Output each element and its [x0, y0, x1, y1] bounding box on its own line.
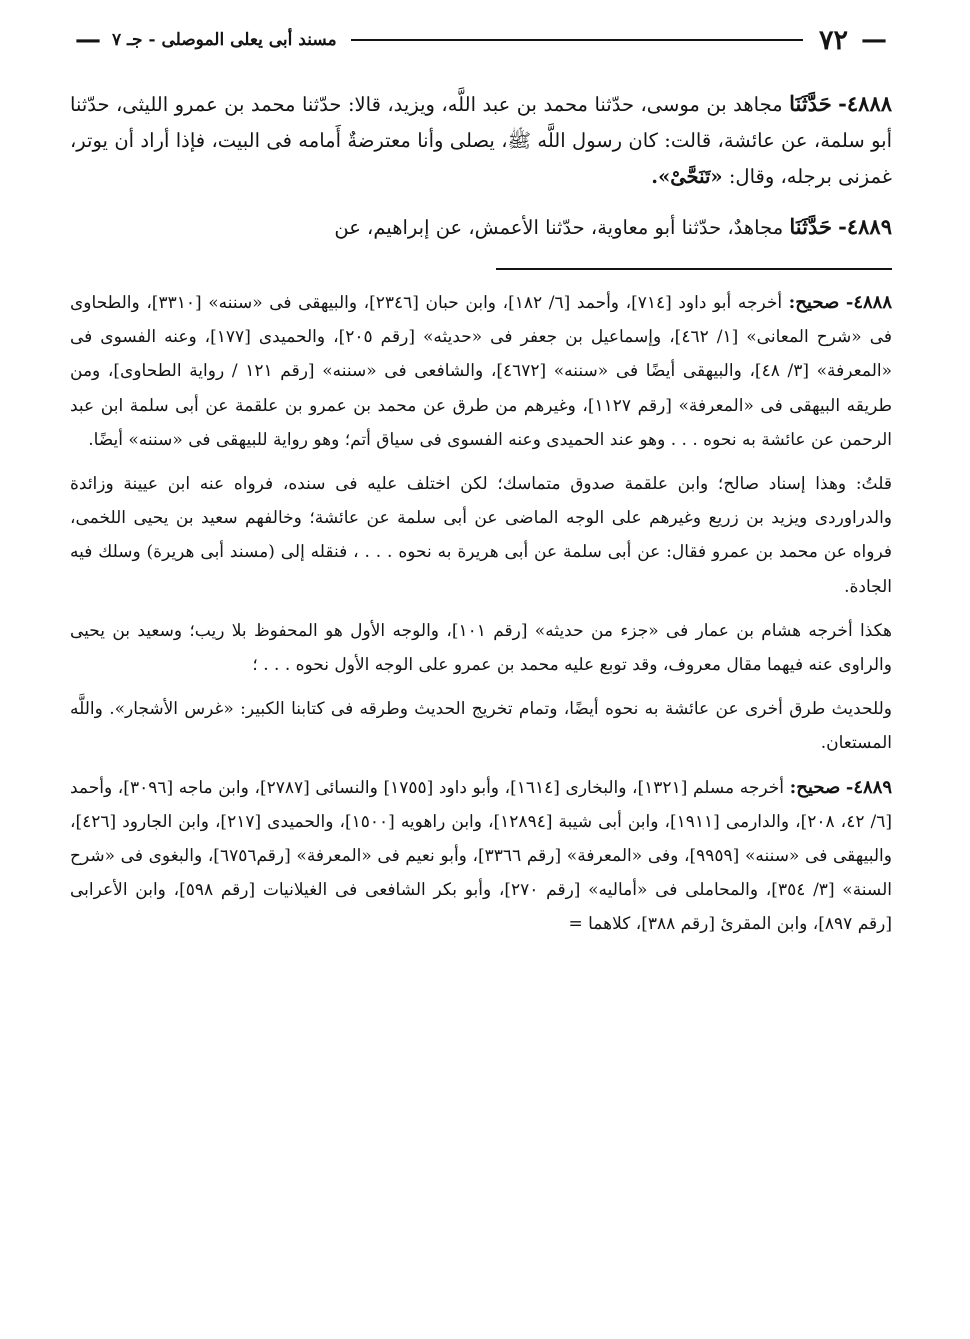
hadith-number: ٤٨٨٨-: [838, 91, 893, 116]
hadith-4888: [70, 86, 892, 195]
footnote-4888: [70, 286, 892, 457]
header-rule: [351, 39, 803, 41]
hadith-text: مجاهدٌ، حدّثنا أبو معاوية، حدّثنا الأعمش، عن إبراهيم، عن: [334, 216, 784, 239]
main-text: [70, 86, 892, 246]
header-dash-left: —: [75, 25, 101, 55]
hadith-keyword: حَدَّثَنَا: [789, 214, 832, 239]
footnote-text: أخرجه أبو داود [٧١٤]، وأحمد [٦/ ١٨٢]، وابن حبان [٢٣٤٦]، والبيهقى فى «سننه» [٣٣١٠]، والطحاوى فى «شرح المعانى» [١/ ٤٦٢]، وإسماعيل بن جعفر فى «حديثه» [رقم ٢٠٥]، والحميدى [١٧٧]، وعنه الفسوى فى «المعرفة» [٣/ ٤٨]، والبيهقى أيضًا فى «سننه» [٤٦٧٢]، والشافعى فى «سننه» [رقم ١٢١ / رواية الطحاوى]، ومن طريقه البيهقى فى «المعرفة» [رقم ١١٢٧]، وغيرهم من طرق عن محمد بن عمرو بن علقمة عن أبى سلمة ابن عبد الرحمن عن عائشة به نحوه . . . وهو عند الحميدى وعنه الفسوى فى سياق أتم؛ وهو رواية للبيهقى فى «سننه» أيضًا.: [70, 293, 892, 450]
footnote-text: أخرجه مسلم [١٣٢١]، والبخارى [١٦١٤]، وأبو داود [١٧٥٥] والنسائى [٢٧٨٧]، وابن ماجه [٣٠٩٦]، وأحمد [٦/ ٤٢، ٢٠٨]، والدارمى [١٩١١]، وابن أبى شيبة [١٢٨٩٤]، وابن راهويه [١٥٠٠]، والحميدى [٢١٧]، وابن الجارود [٤٢٦]، والبيهقى فى «سننه» [٩٩٥٩]، وفى «المعرفة» [رقم ٣٣٦٦]، وأبو نعيم فى «المعرفة» [رقم٦٧٥٦]، والبغوى فى «شرح السنة» [٣/ ٣٥٤]، والمحاملى فى «أماليه» [رقم ٢٧٠]، وأبو بكر الشافعى فى الغيلانيات [رقم ٥٩٨]، وابن الأعرابى [رقم ٨٩٧]، وابن المقرئ [رقم ٣٨٨]، كلاهما =: [70, 777, 893, 935]
hadith-number: ٤٨٨٩-: [838, 214, 892, 239]
book-page: [70, 18, 892, 952]
header-dash-right: —: [861, 25, 887, 55]
footnote-4889: [70, 771, 892, 942]
footnote-qultu: [70, 467, 892, 604]
footnote-hakadha: هكذا أخرجه هشام بن عمار فى «جزء من حديثه» [رقم ١٠١]، والوجه الأول هو المحفوظ بلا ريب؛ وسعيد بن يحيى والراوى عنه فيهما مقال معروف، وقد توبع عليه محمد بن عمرو على الوجه الأول نحوه . . . ؛: [70, 620, 892, 676]
footnote-separator: [496, 268, 892, 270]
qultu-label: قلتُ:: [855, 474, 893, 495]
hadith-4889: [70, 209, 892, 246]
grading-label: صحيح:: [789, 776, 841, 798]
hadith-text: مجاهد بن موسى، حدّثنا محمد بن عبد اللَّه، ويزيد، قالا: حدّثنا محمد بن عمرو الليثى، حدّثنا أبو سلمة، عن عائشة، قالت: كان رسول اللَّه ﷺ، يصلى وأنا معترضةٌ أَمامه فى البيت، فإذا أراد أن يوتر، غمزنى برجله، وقال:: [70, 93, 892, 188]
footnotes: [70, 286, 892, 942]
hadith-keyword: حَدَّثَنَا: [789, 91, 832, 116]
grading-label: صحيح:: [788, 292, 840, 313]
footnote-lilhadith: وللحديث طرق أخرى عن عائشة به نحوه أيضًا، وتمام تخريج الحديث وطرقه فى كتابنا الكبير: «غرس الأشجار». واللَّه المستعان.: [70, 699, 892, 754]
page-header: [70, 18, 892, 62]
footnote-number: ٤٨٨٩-: [845, 776, 893, 798]
footnote-number: ٤٨٨٨-: [845, 292, 893, 313]
qultu-text: وهذا إسناد صالح؛ وابن علقمة صدوق متماسك؛ لكن اختلف عليه فى سنده، فرواه عنه ابن عيينة وزائدة والدراوردى ويزيد بن زريع وغيرهم على الوجه الماضى عن أبى سلمة عن عائشة؛ وخالفهم سعيد بن يحيى اللخمى، فرواه عن محمد بن عمرو فقال: عن أبى سلمة عن أبى هريرة به نحوه . . . ، فنقله إلى (مسند أبى هريرة) وسلك فيه الجادة.: [70, 474, 892, 597]
hadith-quote: «تَنَحَّىْ».: [651, 165, 723, 188]
page-number: ٧٢: [818, 24, 848, 56]
running-title: مسند أبى يعلى الموصلى - جـ ٧: [112, 30, 337, 50]
